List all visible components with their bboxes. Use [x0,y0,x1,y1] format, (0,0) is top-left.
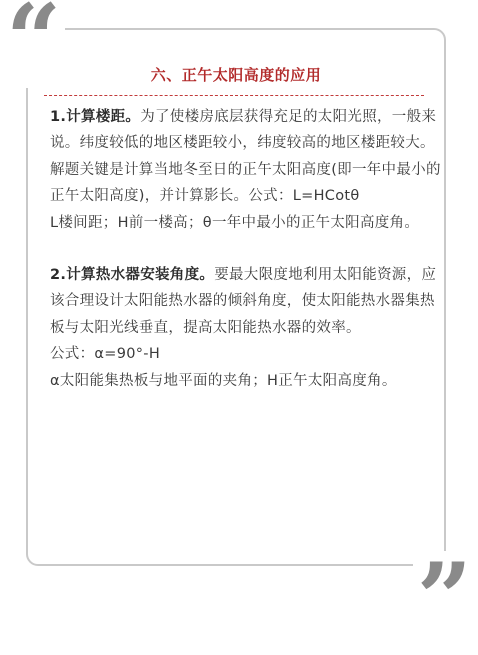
paragraph-gap [50,236,442,262]
note-building-distance: L楼间距；H前一楼高；θ一年中最小的正午太阳高度角。 [50,214,420,231]
paragraph-water-heater [50,262,442,341]
paragraph-building-distance [50,104,442,210]
formula-water-heater: 公式：α=90°-H [50,346,161,363]
title-divider [44,95,424,96]
note-water-heater: α太阳能集热板与地平面的夹角；H正午太阳高度角。 [50,372,397,389]
quote-close-icon: ” [413,551,476,647]
text-water-heater: 要最大限度地利用太阳能资源，应该合理设计太阳能热水器的倾斜角度，使太阳能热水器集热板与太阳光线垂直，提高太阳能热水器的效率。 [50,267,437,336]
section-title: 六、正午太阳高度的应用 [150,66,322,84]
quote-open-icon: “ [2,0,65,88]
heading-building-distance: 1.计算楼距。 [50,109,141,125]
text-building-distance: 为了使楼房底层获得充足的太阳光照，一般来说。纬度较低的地区楼距较小，纬度较高的地区楼距较大。解题关键是计算当地冬至日的正午太阳高度(即一年中最小的正午太阳高度)，并计算影长。公式：L=HCotθ [50,109,441,205]
article-body [50,104,442,394]
heading-water-heater: 2.计算热水器安装角度。 [50,267,215,284]
